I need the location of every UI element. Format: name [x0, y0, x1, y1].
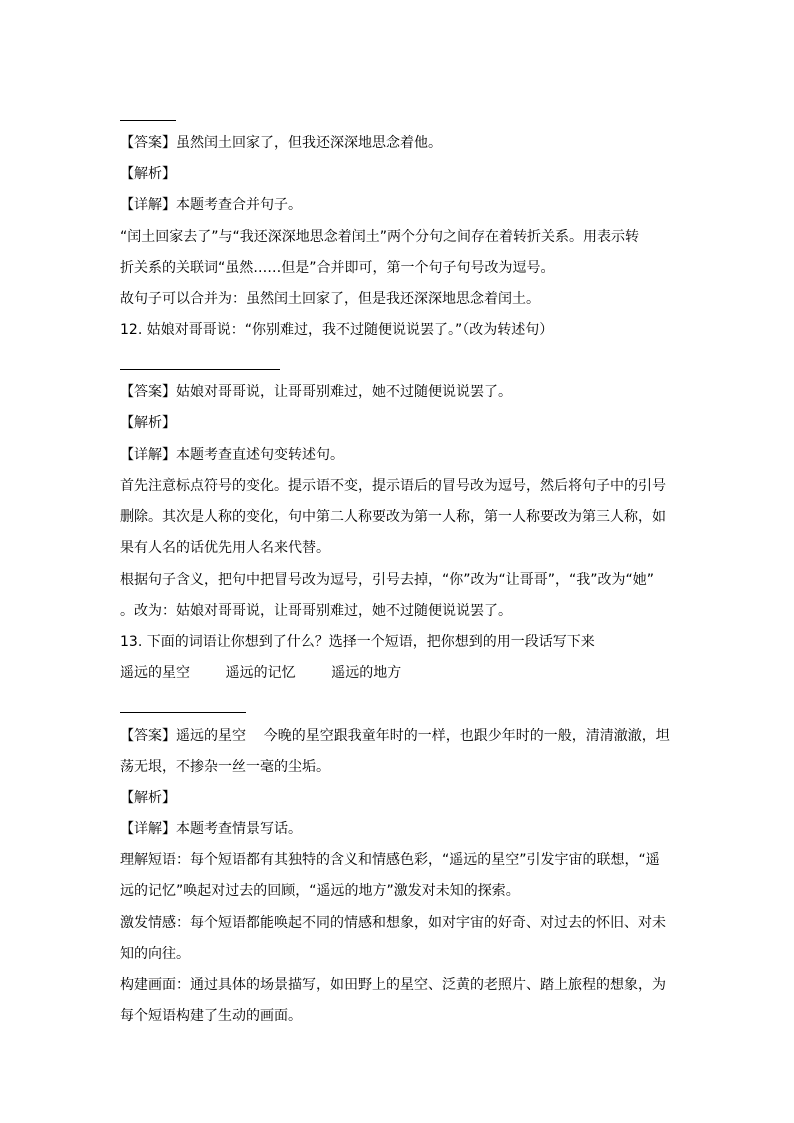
explanation-text: 知的向往。: [120, 946, 190, 962]
analysis-heading: 【解析】: [120, 790, 176, 806]
analysis-heading: 【解析】: [120, 415, 176, 431]
explanation-text: 根据句子含义，把句中把冒号改为逗号，引号去掉，“你”改为“让哥哥”，“我”改为“她”: [120, 572, 655, 588]
detail-text: 【详解】本题考查直述句变转述句。: [120, 447, 344, 463]
explanation-text: 激发情感：每个短语都能唤起不同的情感和想象，如对宇宙的好奇、对过去的怀旧、对未: [120, 915, 666, 931]
question-13: 13. 下面的词语让你想到了什么？选择一个短语，把你想到的用一段话写下来: [120, 634, 595, 650]
answer-text: 【答案】姑娘对哥哥说，让哥哥别难过，她不过随便说说罢了。: [120, 384, 512, 400]
explanation-text: 故句子可以合并为：虽然闰土回家了，但是我还深深地思念着闰土。: [120, 291, 540, 307]
explanation-text: 远的记忆”唤起对过去的回顾，“遥远的地方”激发对未知的探索。: [120, 883, 520, 899]
explanation-text: 果有人名的话优先用人名来代替。: [120, 540, 330, 556]
explanation-text: “闰土回家去了”与“我还深深地思念着闰土”两个分句之间存在着转折关系。用表示转: [120, 229, 640, 245]
explanation-text: 构建画面：通过具体的场景描写，如田野上的星空、泛黄的老照片、踏上旅程的想象，为: [120, 977, 666, 993]
detail-text: 【详解】本题考查合并句子。: [120, 197, 302, 213]
answer-text: 荡无垠，不掺杂一丝一毫的尘垢。: [120, 759, 330, 775]
phrase-options: 遥远的星空 遥远的记忆 遥远的地方: [120, 665, 402, 681]
answer-text: 【答案】虽然闰土回家了，但我还深深地思念着他。: [120, 135, 442, 151]
question-12: 12. 姑娘对哥哥说：“你别难过，我不过随便说说罢了。”（改为转述句）: [120, 322, 554, 338]
explanation-text: 首先注意标点符号的变化。提示语不变，提示语后的冒号改为逗号，然后将句子中的引号: [120, 478, 666, 494]
answer-blank-line-11: [120, 120, 176, 121]
answer-text: 【答案】遥远的星空 今晚的星空跟我童年时的一样，也跟少年时的一般，清清澈澈，坦: [120, 728, 670, 744]
answer-blank-line-13: [120, 712, 246, 713]
explanation-text: 每个短语构建了生动的画面。: [120, 1008, 302, 1024]
detail-text: 【详解】本题考查情景写话。: [120, 821, 302, 837]
explanation-text: 折关系的关联词“虽然……但是”合并即可，第一个句子句号改为逗号。: [120, 260, 555, 276]
answer-blank-line-12: [120, 369, 280, 370]
explanation-text: 理解短语：每个短语都有其独特的含义和情感色彩，“遥远的星空”引发宇宙的联想，“遥: [120, 852, 660, 868]
explanation-text: 删除。其次是人称的变化，句中第二人称要改为第一人称，第一人称要改为第三人称，如: [120, 509, 666, 525]
explanation-text: 。改为：姑娘对哥哥说，让哥哥别难过，她不过随便说说罢了。: [120, 603, 512, 619]
analysis-heading: 【解析】: [120, 166, 176, 182]
